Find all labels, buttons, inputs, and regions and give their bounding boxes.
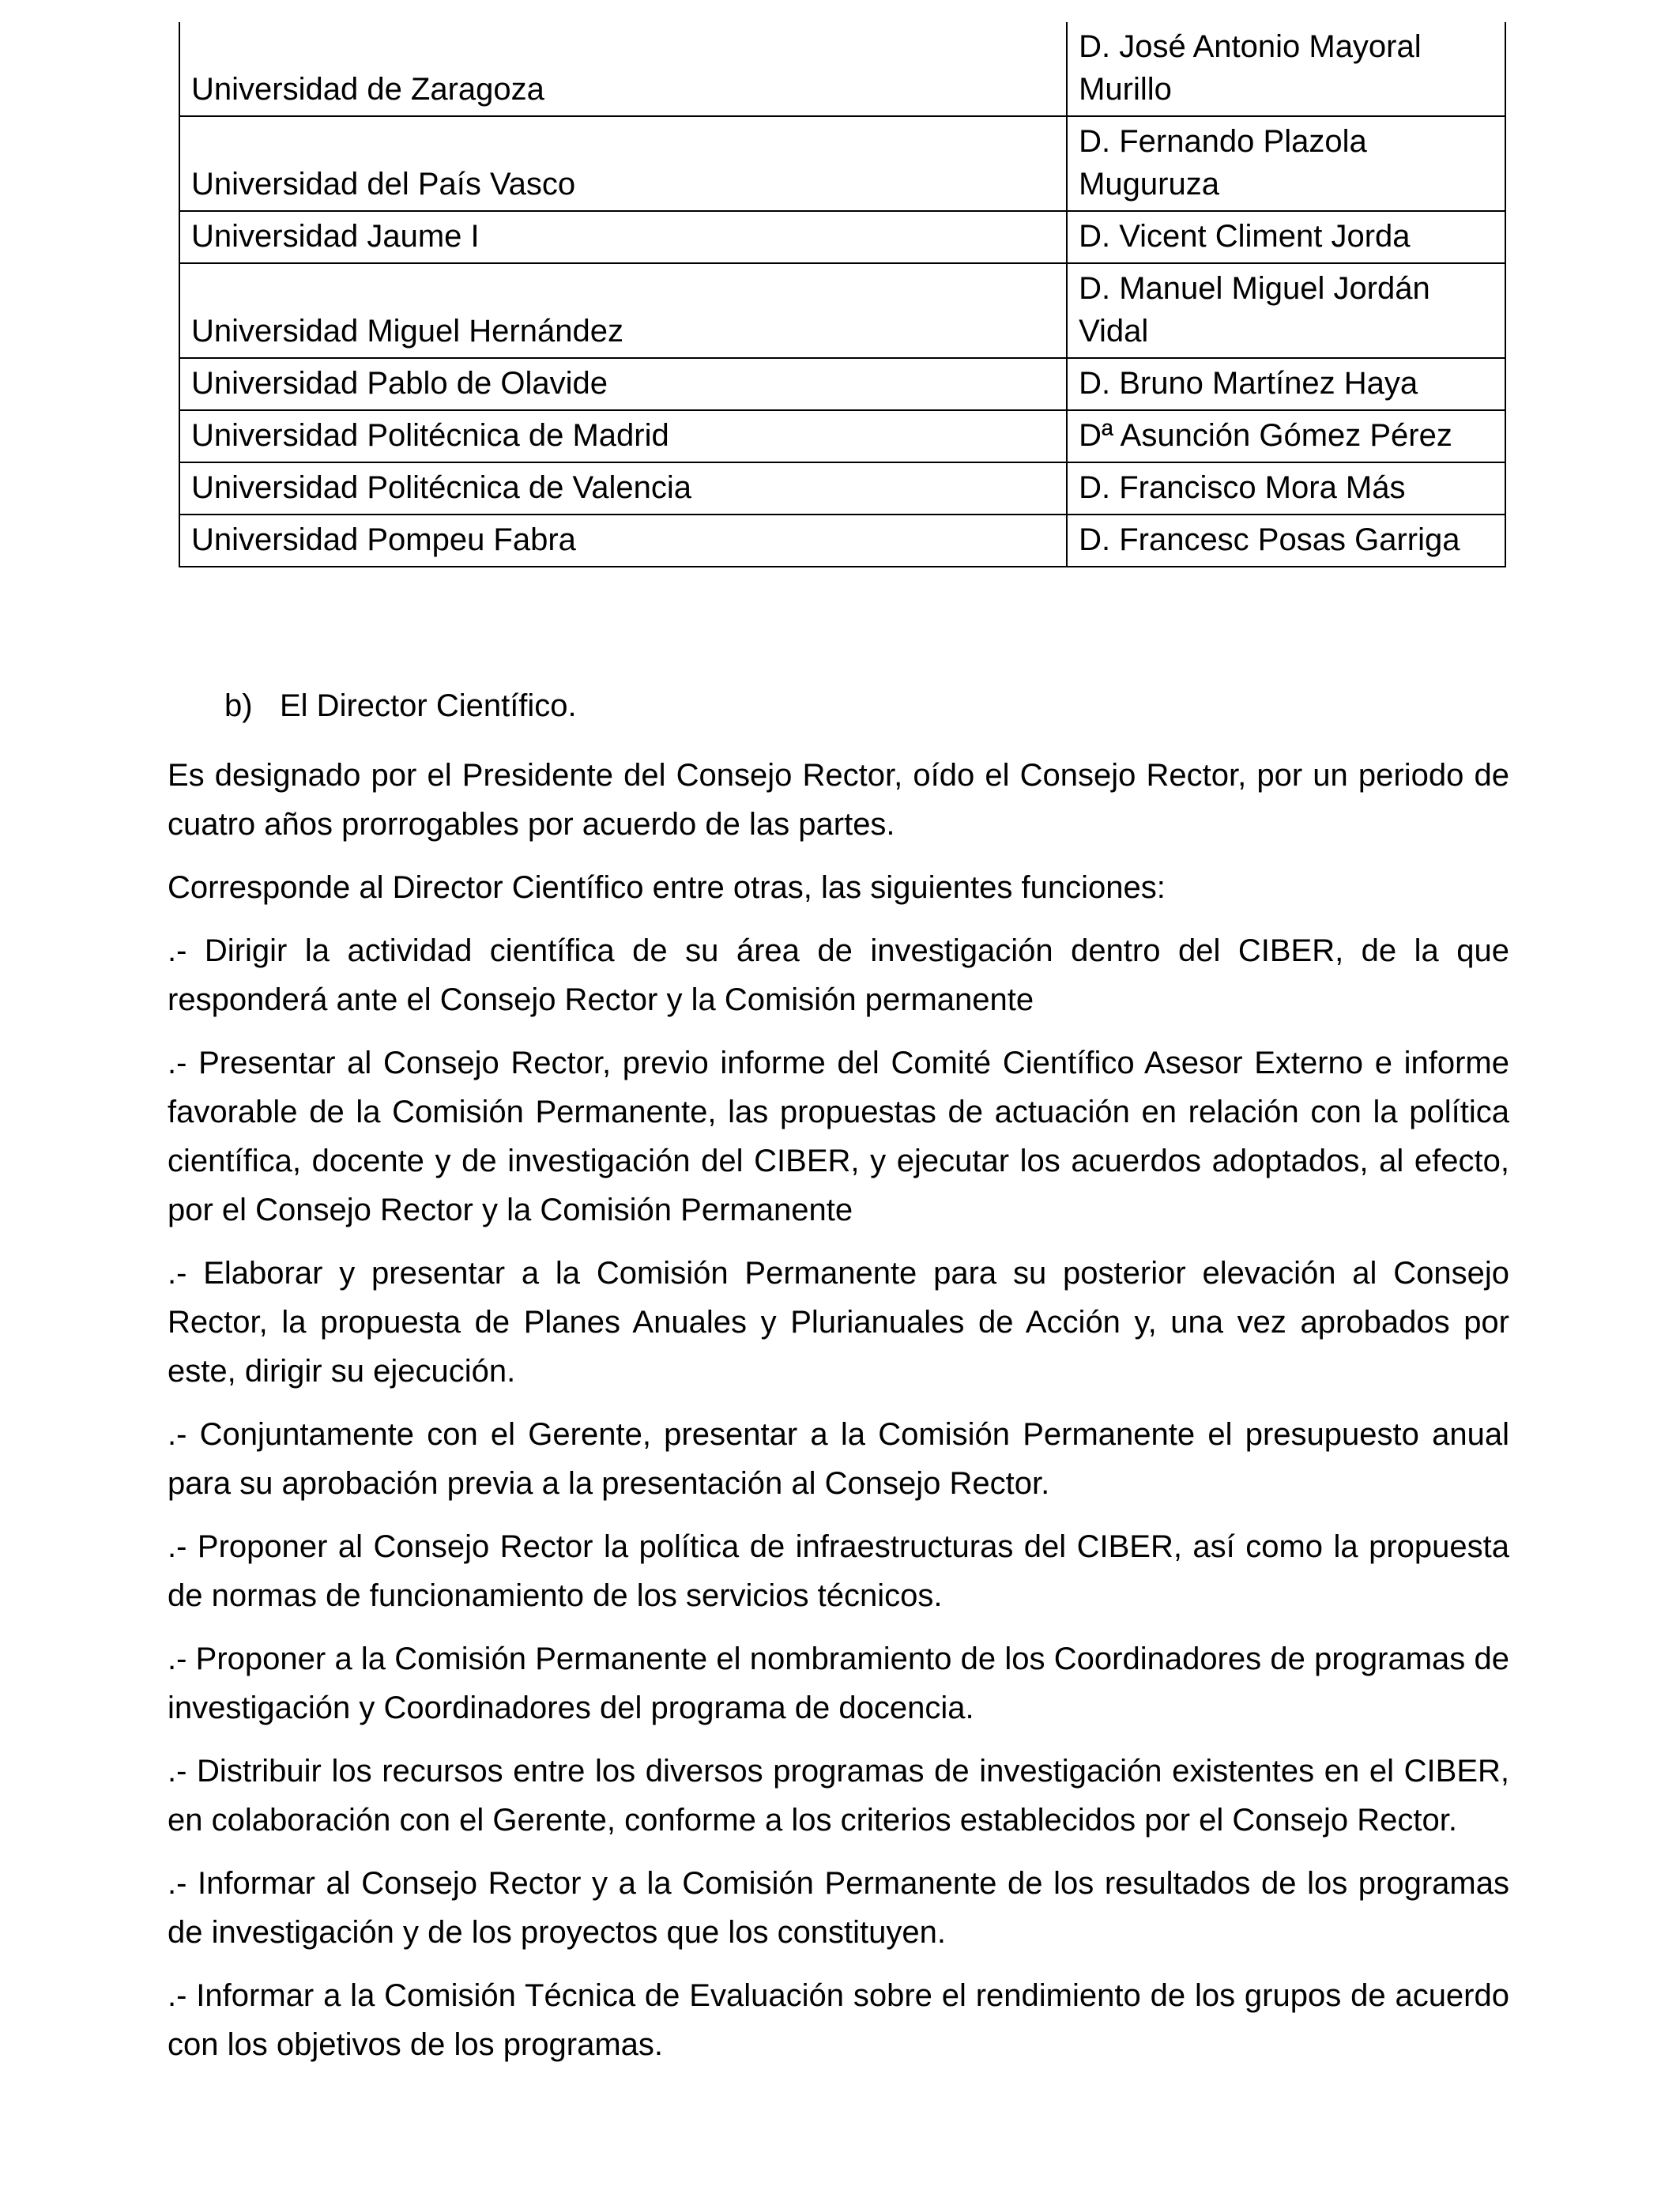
representative-cell: D. Francisco Mora Más bbox=[1067, 462, 1505, 515]
institution-cell: Universidad Jaume I bbox=[179, 211, 1067, 263]
table-row bbox=[179, 462, 1505, 515]
university-representatives-table bbox=[179, 22, 1506, 567]
representative-cell: Dª Asunción Gómez Pérez bbox=[1067, 410, 1505, 462]
institution-cell: Universidad Politécnica de Madrid bbox=[179, 410, 1067, 462]
representative-cell: D. Francesc Posas Garriga bbox=[1067, 515, 1505, 567]
table-row bbox=[179, 116, 1505, 211]
section-marker: b) bbox=[224, 688, 253, 723]
table-row bbox=[179, 410, 1505, 462]
paragraph: .- Informar a la Comisión Técnica de Evaluación sobre el rendimiento de los grupos de acuerdo con los objetivos de los programas. bbox=[168, 1978, 1509, 2062]
paragraph: Corresponde al Director Científico entre otras, las siguientes funciones: bbox=[168, 870, 1166, 905]
representative-cell: D. José Antonio Mayoral Murillo bbox=[1067, 22, 1505, 116]
paragraph: .- Conjuntamente con el Gerente, presentar a la Comisión Permanente el presupuesto anual para su aprobación previa a la presentación al Consejo Rector. bbox=[168, 1417, 1509, 1501]
representative-cell: D. Bruno Martínez Haya bbox=[1067, 358, 1505, 410]
institution-cell: Universidad del País Vasco bbox=[179, 116, 1067, 211]
paragraph: .- Informar al Consejo Rector y a la Comisión Permanente de los resultados de los programas de investigación y de los proyectos que los constituyen. bbox=[168, 1866, 1509, 1950]
institution-cell: Universidad Miguel Hernández bbox=[179, 263, 1067, 358]
representative-cell: D. Vicent Climent Jorda bbox=[1067, 211, 1505, 263]
body-text bbox=[168, 751, 1509, 2083]
representative-cell: D. Manuel Miguel Jordán Vidal bbox=[1067, 263, 1505, 358]
table-row bbox=[179, 211, 1505, 263]
table-row bbox=[179, 358, 1505, 410]
paragraph: .- Distribuir los recursos entre los diversos programas de investigación existentes en el CIBER, en colaboración con el Gerente, conforme a los criterios establecidos por el Consejo Rector. bbox=[168, 1754, 1509, 1838]
section-heading bbox=[224, 684, 577, 727]
institution-cell: Universidad de Zaragoza bbox=[179, 22, 1067, 116]
representative-cell: D. Fernando Plazola Muguruza bbox=[1067, 116, 1505, 211]
paragraph: .- Dirigir la actividad científica de su área de investigación dentro del CIBER, de la que responderá ante el Consejo Rector y la Comisión permanente bbox=[168, 933, 1509, 1017]
institution-cell: Universidad Pompeu Fabra bbox=[179, 515, 1067, 567]
table-row bbox=[179, 515, 1505, 567]
paragraph: .- Proponer a la Comisión Permanente el nombramiento de los Coordinadores de programas de investigación y Coordinadores del programa de docencia. bbox=[168, 1642, 1509, 1725]
institution-cell: Universidad Pablo de Olavide bbox=[179, 358, 1067, 410]
section-title: El Director Científico. bbox=[280, 688, 577, 723]
paragraph: .- Elaborar y presentar a la Comisión Permanente para su posterior elevación al Consejo Rector, la propuesta de Planes Anuales y Plurianuales de Acción y, una vez aprobados por este, dirigir su ejecución. bbox=[168, 1256, 1509, 1389]
paragraph: .- Proponer al Consejo Rector la política de infraestructuras del CIBER, así como la propuesta de normas de funcionamiento de los servicios técnicos. bbox=[168, 1529, 1509, 1613]
institution-cell: Universidad Politécnica de Valencia bbox=[179, 462, 1067, 515]
table-row bbox=[179, 22, 1505, 116]
paragraph: Es designado por el Presidente del Consejo Rector, oído el Consejo Rector, por un periodo de cuatro años prorrogables por acuerdo de las partes. bbox=[168, 758, 1509, 842]
table-row bbox=[179, 263, 1505, 358]
paragraph: .- Presentar al Consejo Rector, previo informe del Comité Científico Asesor Externo e informe favorable de la Comisión Permanente, las propuestas de actuación en relación con la política científica, docente y de investigación del CIBER, y ejecutar los acuerdos adoptados, al efecto, por el Consejo Rector y la Comisión Permanente bbox=[168, 1046, 1509, 1227]
